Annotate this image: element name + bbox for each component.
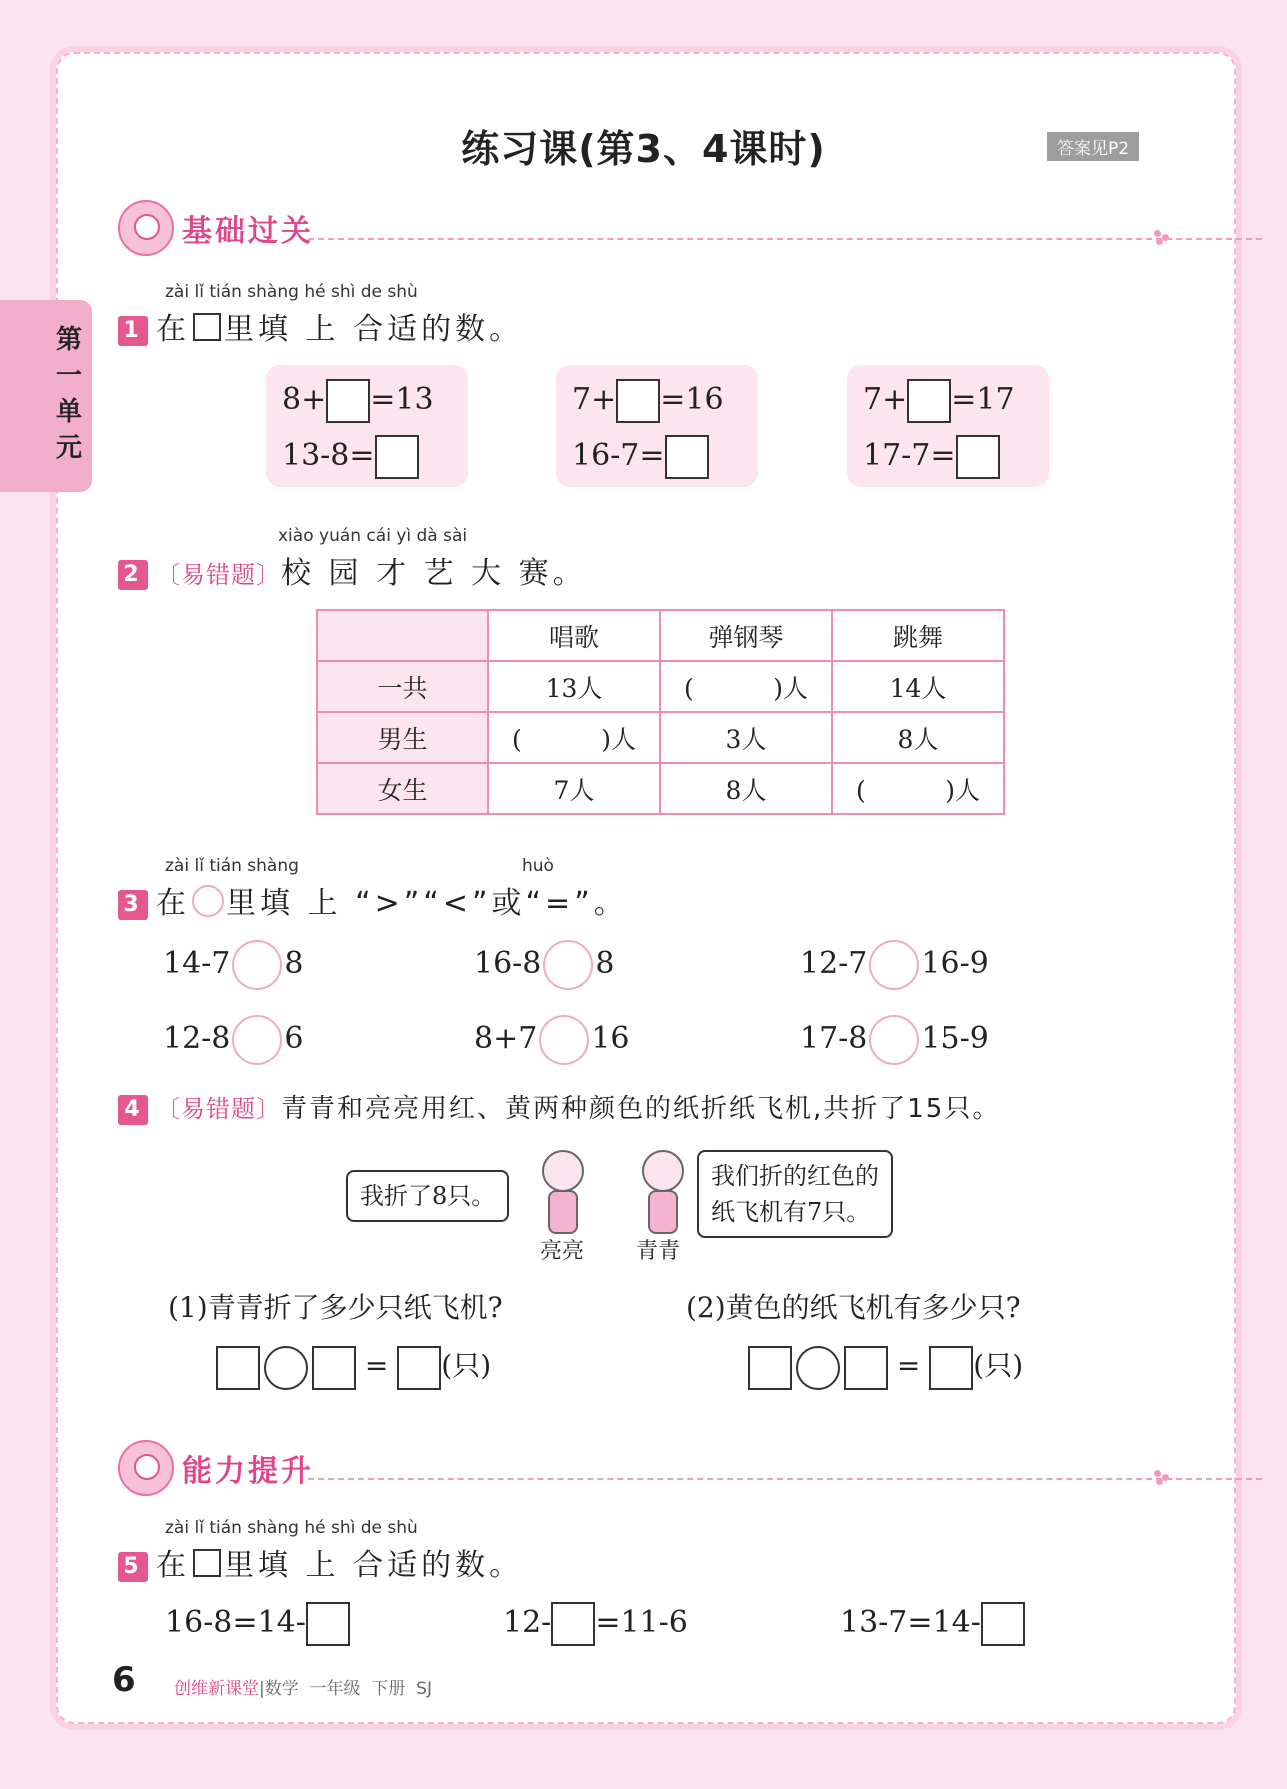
section-banner-advanced xyxy=(118,1444,1158,1490)
unit-side-label: 第一单元 xyxy=(55,325,82,463)
q2-error-prone-tag: 〔易错题〕 xyxy=(156,561,281,589)
equals-sign: = xyxy=(896,1349,921,1382)
answer-box[interactable] xyxy=(981,1602,1025,1646)
table-cell-blank[interactable]: ( )人 xyxy=(832,763,1004,814)
q2-number: 2 xyxy=(118,560,148,590)
q5-equation-1 xyxy=(165,1602,350,1646)
dots-decoration-icon xyxy=(1154,230,1172,246)
answer-box[interactable] xyxy=(665,435,709,479)
card-2-expr-a: 7+ xyxy=(572,382,617,417)
q5-prompt xyxy=(118,1540,523,1584)
girl-figure-icon xyxy=(634,1150,688,1234)
card-3-expr-a: 7+ xyxy=(863,382,908,417)
answer-box[interactable] xyxy=(326,379,370,423)
q4-text: 青青和亮亮用红、黄两种颜色的纸折纸飞机,共折了15只。 xyxy=(281,1094,1001,1124)
q3-pinyin-1: zài lǐ tián shàng xyxy=(165,856,299,876)
compare-item xyxy=(163,1015,304,1065)
card-3-expr-b: =17 xyxy=(951,382,1015,417)
q5-number: 5 xyxy=(118,1552,148,1582)
q3-text-after: 里填 上 “>”“<”或“=”。 xyxy=(226,886,628,921)
compare-circle[interactable] xyxy=(869,940,919,990)
compare-left: 16-8 xyxy=(474,946,542,981)
compare-left: 12-7 xyxy=(800,946,868,981)
section-banner-basic xyxy=(118,204,1158,250)
q5-eq2-text-a: 12- xyxy=(503,1605,552,1640)
page-title: 练习课(第3、4课时) xyxy=(461,127,826,171)
circle-icon xyxy=(192,885,224,917)
answer-reference-badge: 答案见P2 xyxy=(1047,132,1139,161)
answer-box[interactable] xyxy=(397,1346,441,1390)
q2-text: 校 园 才 艺 大 赛。 xyxy=(281,556,587,591)
page-number: 6 xyxy=(112,1660,136,1700)
q5-eq2-text-b: =11-6 xyxy=(595,1605,688,1640)
q1-prompt xyxy=(118,304,523,348)
unit-side-tab xyxy=(0,300,92,492)
footer-brand: 创维新课堂 xyxy=(174,1679,259,1699)
q5-pinyin: zài lǐ tián shàng hé shì de shù xyxy=(165,1518,418,1538)
dots-decoration-icon xyxy=(1154,1470,1172,1486)
table-cell-blank[interactable]: ( )人 xyxy=(660,661,832,712)
card-2-expr-c: 16-7= xyxy=(572,438,665,473)
answer-box[interactable] xyxy=(375,435,419,479)
q5-eq3-text: 13-7=14- xyxy=(840,1605,981,1640)
table-header-row xyxy=(317,610,1004,661)
row-label: 一共 xyxy=(317,661,488,712)
compare-right: 8 xyxy=(595,946,615,981)
q3-number: 3 xyxy=(118,890,148,920)
compare-item xyxy=(474,940,615,990)
q4-equation-2 xyxy=(748,1344,1023,1390)
compare-left: 12-8 xyxy=(163,1021,231,1056)
q4-sub-question-2: (2)黄色的纸飞机有多少只? xyxy=(686,1291,1021,1324)
row-label: 女生 xyxy=(317,763,488,814)
q5-equation-3 xyxy=(840,1602,1025,1646)
q1-pinyin: zài lǐ tián shàng hé shì de shù xyxy=(165,282,418,302)
q1-card-1 xyxy=(266,365,468,487)
compare-circle[interactable] xyxy=(232,940,282,990)
compare-left: 14-7 xyxy=(163,946,231,981)
q3-text-before: 在 xyxy=(156,886,190,921)
answer-box[interactable] xyxy=(929,1346,973,1390)
section-title-basic: 基础过关 xyxy=(182,214,314,249)
unit-label: (只) xyxy=(441,1349,492,1382)
q4-number: 4 xyxy=(118,1095,148,1125)
bubble-line-2: 纸飞机有7只。 xyxy=(711,1198,871,1226)
compare-circle[interactable] xyxy=(543,940,593,990)
compare-right: 16 xyxy=(591,1021,630,1056)
q4-sub-question-1: (1)青青折了多少只纸飞机? xyxy=(168,1291,503,1324)
header-dance: 跳舞 xyxy=(832,610,1004,661)
mascot-icon xyxy=(118,200,174,256)
section-divider xyxy=(308,1478,1262,1480)
card-1-expr-a: 8+ xyxy=(282,382,327,417)
compare-circle[interactable] xyxy=(232,1015,282,1065)
answer-box[interactable] xyxy=(616,379,660,423)
compare-right: 15-9 xyxy=(921,1021,989,1056)
q1-text-after: 里填 上 合适的数。 xyxy=(224,312,524,347)
card-2-expr-b: =16 xyxy=(660,382,724,417)
table-cell-blank[interactable]: ( )人 xyxy=(488,712,660,763)
speech-bubble-qingqing xyxy=(697,1150,893,1238)
q5-text-before: 在 xyxy=(156,1548,190,1583)
boy-figure-icon xyxy=(534,1150,588,1234)
section-title-advanced: 能力提升 xyxy=(182,1454,314,1489)
table-cell: 8人 xyxy=(660,763,832,814)
answer-box[interactable] xyxy=(551,1602,595,1646)
operator-circle[interactable] xyxy=(264,1346,308,1390)
q2-prompt xyxy=(118,548,587,592)
table-row xyxy=(317,712,1004,763)
compare-left: 8+7 xyxy=(474,1021,538,1056)
square-icon xyxy=(193,313,221,341)
answer-box[interactable] xyxy=(956,435,1000,479)
q5-equation-2 xyxy=(503,1602,688,1646)
compare-circle[interactable] xyxy=(869,1015,919,1065)
footer-details: |数学 一年级 下册 SJ xyxy=(259,1679,432,1699)
table-cell: 14人 xyxy=(832,661,1004,712)
q5-eq1-text: 16-8=14- xyxy=(165,1605,306,1640)
section-divider xyxy=(308,238,1262,240)
q3-pinyin-2: huò xyxy=(522,856,554,876)
answer-box[interactable] xyxy=(844,1346,888,1390)
equals-sign: = xyxy=(364,1349,389,1382)
compare-item xyxy=(163,940,304,990)
q4-prompt xyxy=(118,1088,1000,1125)
q1-card-3 xyxy=(847,365,1049,487)
operator-circle[interactable] xyxy=(796,1346,840,1390)
compare-right: 8 xyxy=(284,946,304,981)
table-cell: 7人 xyxy=(488,763,660,814)
compare-item xyxy=(474,1015,630,1065)
row-label: 男生 xyxy=(317,712,488,763)
compare-right: 16-9 xyxy=(921,946,989,981)
card-3-expr-c: 17-7= xyxy=(863,438,956,473)
unit-label: (只) xyxy=(973,1349,1024,1382)
footer-info xyxy=(174,1674,432,1699)
q1-text-before: 在 xyxy=(156,312,190,347)
q4-equation-1 xyxy=(216,1344,491,1390)
compare-left: 17-8 xyxy=(800,1021,868,1056)
header-singing: 唱歌 xyxy=(488,610,660,661)
q1-number: 1 xyxy=(118,316,148,346)
compare-item xyxy=(800,940,989,990)
q2-pinyin: xiào yuán cái yì dà sài xyxy=(278,526,468,546)
table-cell: 3人 xyxy=(660,712,832,763)
compare-item xyxy=(800,1015,989,1065)
answer-box[interactable] xyxy=(312,1346,356,1390)
answer-box[interactable] xyxy=(748,1346,792,1390)
name-qingqing: 青青 xyxy=(636,1239,681,1264)
speech-bubble-liangliang: 我折了8只。 xyxy=(346,1170,509,1222)
header-piano: 弹钢琴 xyxy=(660,610,832,661)
compare-circle[interactable] xyxy=(539,1015,589,1065)
q5-text-after: 里填 上 合适的数。 xyxy=(224,1548,524,1583)
q4-error-prone-tag: 〔易错题〕 xyxy=(156,1095,281,1123)
table-row xyxy=(317,763,1004,814)
card-1-expr-c: 13-8= xyxy=(282,438,375,473)
name-liangliang: 亮亮 xyxy=(540,1239,585,1264)
talent-contest-table xyxy=(316,609,1005,815)
table-cell: 8人 xyxy=(832,712,1004,763)
answer-box[interactable] xyxy=(907,379,951,423)
mascot-icon xyxy=(118,1440,174,1496)
table-row xyxy=(317,661,1004,712)
table-cell: 13人 xyxy=(488,661,660,712)
compare-right: 6 xyxy=(284,1021,304,1056)
q1-card-2 xyxy=(556,365,758,487)
card-1-expr-b: =13 xyxy=(370,382,434,417)
q3-prompt xyxy=(118,878,628,922)
table-corner-cell xyxy=(317,610,488,661)
answer-box[interactable] xyxy=(216,1346,260,1390)
answer-box[interactable] xyxy=(306,1602,350,1646)
square-icon xyxy=(193,1549,221,1577)
bubble-line-1: 我们折的红色的 xyxy=(711,1162,879,1190)
